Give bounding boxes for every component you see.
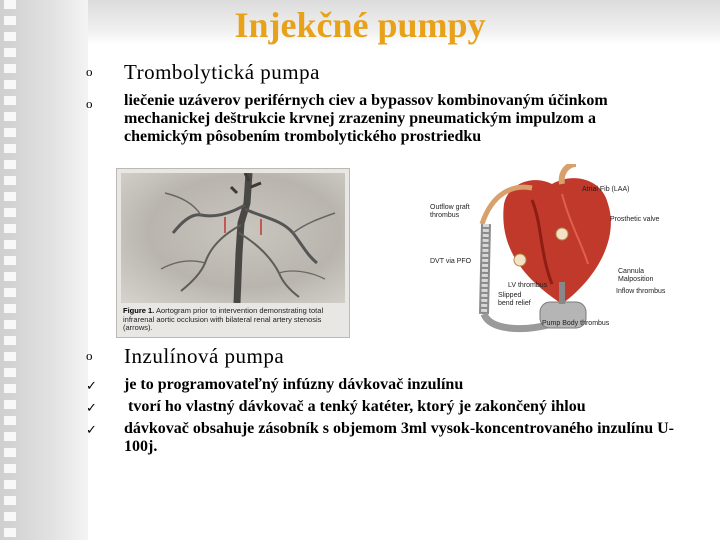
angiogram-vessels (121, 173, 345, 303)
label-atrial: Atrial Fib (LAA) (582, 186, 630, 193)
bullet-marker: o (86, 348, 93, 363)
label-inflow: Inflow thrombus (616, 288, 666, 295)
insulin-item-3: dávkovač obsahuje zásobník s objemom 3ml vysok-koncentrovaného inzulínu U-100j. (124, 420, 675, 455)
heading-inzulinova: Inzulínová pumpa (124, 344, 285, 368)
description-trombolyticka: liečenie uzáverov periférnych ciev a bypassov kombinovaným účinkom mechanickej deštrukcie krvnej zrazeniny pneumatickým impulzom a chemickým pôsobením trombolytického prostriedku (124, 92, 608, 145)
angiogram-image (121, 173, 345, 303)
checkmark-icon: ✓ (86, 422, 97, 437)
check-item-1 (86, 376, 694, 394)
side-square-pattern (4, 0, 16, 540)
angiogram-figure (116, 168, 350, 338)
label-cannula: Cannula Malposition (618, 268, 654, 283)
slide-title: Injekčné pumpy (234, 5, 486, 45)
insulin-item-2: tvorí ho vlastný dávkovač a tenký katéter, ktorý je zakončený ihlou (128, 398, 586, 415)
angiogram-caption (123, 307, 345, 333)
heading-trombolyticka: Trombolytická pumpa (124, 60, 320, 84)
bullet-marker: o (86, 64, 93, 79)
pump-diagram (412, 164, 680, 340)
bullet-trombolyticka (86, 60, 694, 85)
label-kinked: Slipped bend relief (498, 292, 531, 307)
bullet-marker: o (86, 96, 93, 111)
checkmark-icon: ✓ (86, 400, 97, 415)
bullet-description (86, 92, 694, 146)
checkmark-icon: ✓ (86, 378, 97, 393)
bullet-inzulinova (86, 344, 694, 369)
insulin-item-1: je to programovateľný infúzny dávkovač inzulínu (124, 376, 464, 393)
caption-text: Aortogram prior to intervention demonstrating total infrarenal aortic occlusion with bilateral renal artery stenosis (arrows). (123, 306, 324, 332)
check-item-3 (86, 420, 694, 456)
label-outflow: Outflow graft thrombus (430, 204, 470, 219)
check-item-2 (86, 398, 694, 416)
label-lv: LV thrombus (508, 282, 548, 289)
label-dvt: DVT via PFO (430, 258, 472, 265)
label-pumpbody: Pump Body thrombus (542, 320, 610, 327)
caption-label: Figure 1. (123, 306, 155, 315)
label-prosthetic: Prosthetic valve (610, 216, 660, 223)
